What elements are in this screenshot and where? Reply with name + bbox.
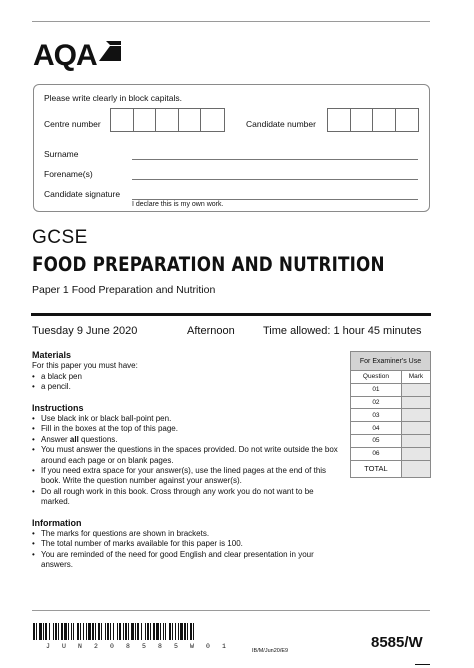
surname-field[interactable]: [132, 159, 418, 160]
page-marker: [415, 664, 430, 665]
table-row: [351, 422, 431, 435]
aqa-logo: [33, 40, 121, 72]
list-item: • You are reminded of the need for good English and clear presentation in your answers.: [32, 550, 340, 571]
examiner-table-title: For Examiner's Use: [351, 352, 431, 371]
mark-cell: [401, 409, 430, 422]
information-heading: Information: [32, 518, 82, 528]
list-item: • You must answer the questions in the spaces provided. Do not write outside the box around each page or on blank pages.: [32, 445, 340, 466]
table-row: [351, 447, 431, 460]
barcode-text: J U N 2 0 8 5 8 5 W 0 1: [46, 643, 231, 650]
forenames-label: Forename(s): [44, 169, 93, 179]
top-rule: [32, 21, 430, 22]
mark-cell: [401, 447, 430, 460]
table-row: [351, 383, 431, 396]
question-number: 03: [351, 409, 402, 422]
information-list: [32, 529, 340, 571]
total-label: TOTAL: [351, 460, 402, 477]
examiner-use-table: [350, 351, 431, 478]
list-item: • The total number of marks available for this paper is 100.: [32, 539, 340, 549]
list-item: • Use black ink or black ball-point pen.: [32, 414, 340, 424]
instructions-heading: Instructions: [32, 403, 84, 413]
paper-code: 8585/W: [371, 634, 423, 651]
centre-number-boxes[interactable]: [110, 108, 225, 132]
list-item: • a black pen: [32, 372, 82, 382]
mark-cell: [401, 434, 430, 447]
signature-field[interactable]: [132, 199, 418, 200]
list-item: • The marks for questions are shown in brackets.: [32, 529, 340, 539]
list-item: • If you need extra space for your answer(s), use the lined pages at the end of this book. Write the question number against your answer(s).: [32, 466, 340, 487]
block-capitals-note: Please write clearly in block capitals.: [44, 93, 182, 103]
barcode-image: [33, 623, 197, 640]
table-row: [351, 396, 431, 409]
qualification-title: GCSE: [32, 227, 88, 248]
table-row: [351, 434, 431, 447]
question-number: 06: [351, 447, 402, 460]
materials-intro: For this paper you must have:: [32, 361, 138, 370]
aqa-tick-icon: [99, 41, 121, 61]
table-row: [351, 409, 431, 422]
subject-title: FOOD PREPARATION AND NUTRITION: [32, 253, 385, 276]
exam-session: Afternoon: [187, 325, 235, 337]
list-item: • Fill in the boxes at the top of this page.: [32, 424, 340, 434]
mark-cell: [401, 396, 430, 409]
forenames-field[interactable]: [132, 179, 418, 180]
paper-title: Paper 1 Food Preparation and Nutrition: [32, 284, 216, 296]
question-column-header: Question: [351, 371, 402, 384]
heading-divider: [31, 313, 431, 316]
mark-cell: [401, 383, 430, 396]
mark-column-header: Mark: [401, 371, 430, 384]
total-row: [351, 460, 431, 477]
question-number: 04: [351, 422, 402, 435]
question-number: 05: [351, 434, 402, 447]
materials-heading: Materials: [32, 350, 72, 360]
bottom-rule: [32, 610, 430, 611]
list-item: • Do all rough work in this book. Cross through any work you do not want to be marked.: [32, 487, 340, 508]
candidate-details-box: [33, 84, 430, 212]
question-number: 02: [351, 396, 402, 409]
document-reference: IB/M/Jun20/E9: [252, 648, 289, 654]
total-mark-cell: [401, 460, 430, 477]
instructions-list: [32, 414, 340, 508]
declaration-text: I declare this is my own work.: [132, 201, 224, 208]
centre-number-label: Centre number: [44, 119, 101, 129]
list-item: • Answer all questions.: [32, 435, 340, 445]
question-number: 01: [351, 383, 402, 396]
exam-date: Tuesday 9 June 2020: [32, 325, 138, 337]
time-allowed: Time allowed: 1 hour 45 minutes: [263, 325, 422, 337]
mark-cell: [401, 422, 430, 435]
list-item: • a pencil.: [32, 382, 82, 392]
signature-label: Candidate signature: [44, 189, 121, 199]
materials-list: [32, 372, 82, 393]
logo-text: AQA: [33, 39, 97, 72]
candidate-number-label: Candidate number: [246, 119, 316, 129]
candidate-number-boxes[interactable]: [327, 108, 419, 132]
surname-label: Surname: [44, 149, 79, 159]
